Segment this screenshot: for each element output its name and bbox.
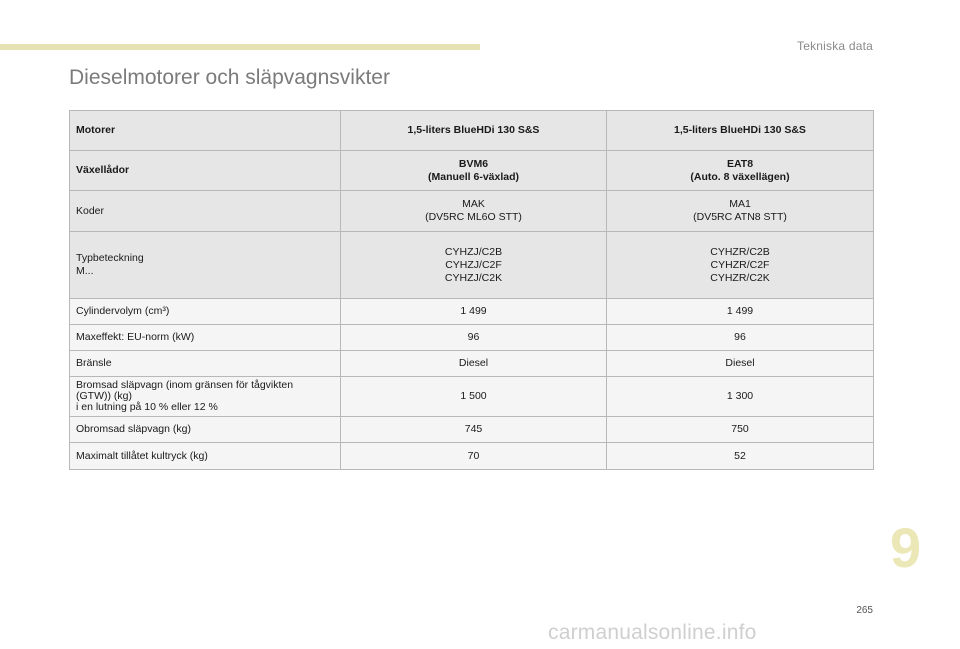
value-cell: CYHZJ/C2B CYHZJ/C2F CYHZJ/C2K: [341, 232, 607, 299]
row-label: Växellådor: [70, 151, 341, 191]
value-cell: 750: [607, 417, 874, 443]
value-cell: 96: [341, 325, 607, 351]
page-title: Dieselmotorer och släpvagnsvikter: [69, 66, 390, 89]
row-label: Obromsad släpvagn (kg): [70, 417, 341, 443]
table-row-typbeteckning: [70, 232, 874, 299]
value-cell: 1 500: [341, 377, 607, 417]
spec-table: [69, 110, 874, 470]
value-cell: 96: [607, 325, 874, 351]
value-cell: BVM6 (Manuell 6-växlad): [341, 151, 607, 191]
table-row-kultryck: [70, 443, 874, 470]
value-cell: EAT8 (Auto. 8 växellägen): [607, 151, 874, 191]
table-row-vaxellador: [70, 151, 874, 191]
row-label: Maximalt tillåtet kultryck (kg): [70, 443, 341, 470]
table-row-bromsad-slapvagn: [70, 377, 874, 417]
value-cell: 70: [341, 443, 607, 470]
value-cell: 1 499: [341, 299, 607, 325]
value-cell: 745: [341, 417, 607, 443]
value-cell: 1 499: [607, 299, 874, 325]
section-label: Tekniska data: [797, 39, 873, 53]
table-row-obromsad-slapvagn: [70, 417, 874, 443]
chapter-number: 9: [890, 516, 922, 579]
value-cell: 1 300: [607, 377, 874, 417]
header-accent-bar: [0, 44, 480, 50]
row-label: Bromsad släpvagn (inom gränsen för tågvikten (GTW)) (kg) i en lutning på 10 % eller 12 %: [70, 377, 341, 417]
row-label: Typbeteckning M...: [70, 232, 341, 299]
table-row-koder: [70, 191, 874, 232]
watermark: carmanualsonline.info: [548, 621, 757, 644]
table-row-cylindervolym: [70, 299, 874, 325]
value-cell: 52: [607, 443, 874, 470]
row-label: Koder: [70, 191, 341, 232]
value-cell: CYHZR/C2B CYHZR/C2F CYHZR/C2K: [607, 232, 874, 299]
table-row-maxeffekt: [70, 325, 874, 351]
table-row-bransle: [70, 351, 874, 377]
value-cell: MA1 (DV5RC ATN8 STT): [607, 191, 874, 232]
table-row-motorer: [70, 111, 874, 151]
value-cell: MAK (DV5RC ML6O STT): [341, 191, 607, 232]
value-cell: Diesel: [341, 351, 607, 377]
value-cell: 1,5-liters BlueHDi 130 S&S: [341, 111, 607, 151]
row-label: Maxeffekt: EU-norm (kW): [70, 325, 341, 351]
value-cell: 1,5-liters BlueHDi 130 S&S: [607, 111, 874, 151]
row-label: Bränsle: [70, 351, 341, 377]
value-cell: Diesel: [607, 351, 874, 377]
row-label: Motorer: [70, 111, 341, 151]
page-number: 265: [856, 605, 873, 616]
row-label: Cylindervolym (cm³): [70, 299, 341, 325]
